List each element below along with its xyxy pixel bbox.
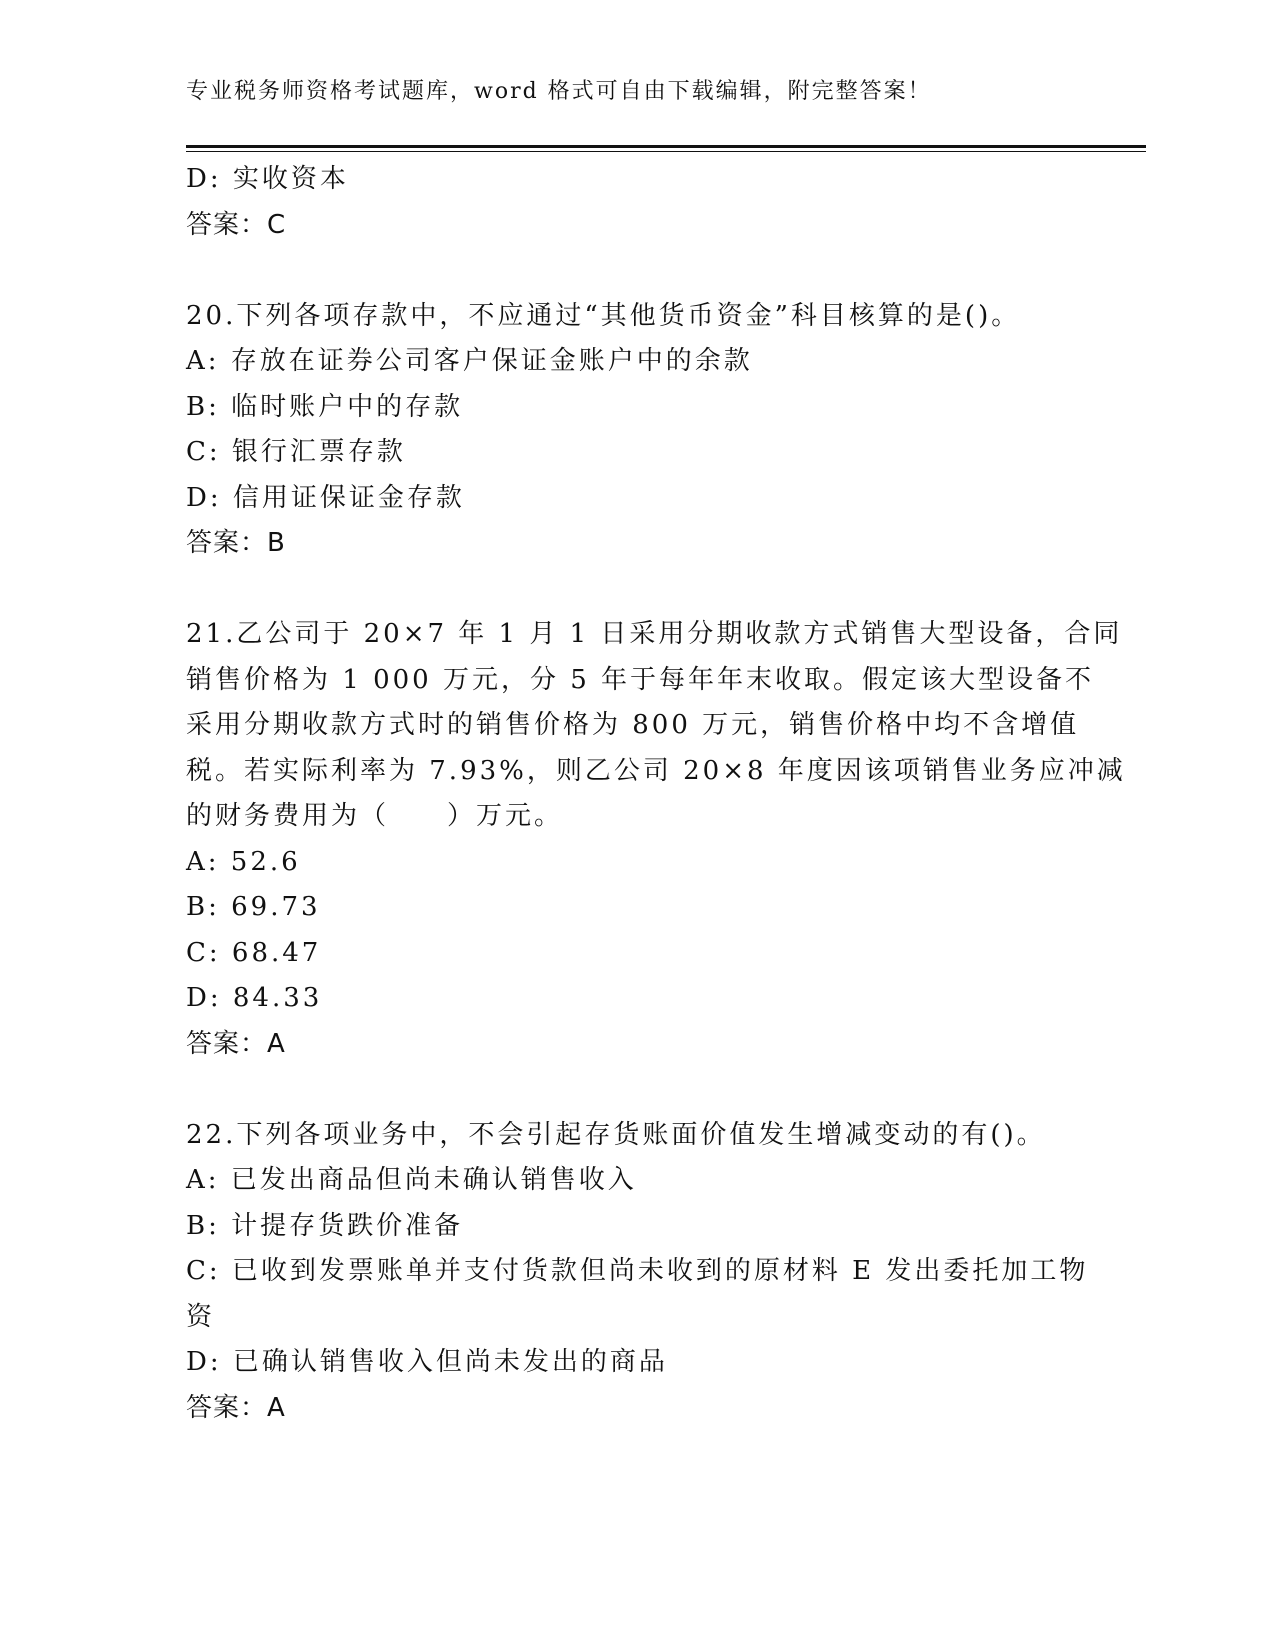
- question-21-option-d: D: 84.33: [186, 983, 323, 1013]
- question-20-stem: 20.下列各项存款中，不应通过“其他货币资金”科目核算的是()。: [186, 300, 1021, 331]
- question-22-answer: 答案：A: [186, 1392, 286, 1423]
- spacer: [186, 248, 1086, 294]
- question-20-answer: 答案：B: [186, 528, 286, 558]
- question-22-option-a: A: 已发出商品但尚未确认销售收入: [186, 1165, 637, 1195]
- question-22-stem: 22.下列各项业务中，不会引起存货账面价值发生增减变动的有()。: [186, 1119, 1046, 1150]
- page-header: 专业税务师资格考试题库，word 格式可自由下载编辑，附完整答案！: [186, 79, 932, 104]
- spacer: [186, 1067, 1086, 1113]
- question-21-option-c: C: 68.47: [186, 937, 322, 968]
- question-21-option-b: B: 69.73: [186, 892, 321, 922]
- question-22-option-d: D: 已确认销售收入但尚未发出的商品: [186, 1347, 668, 1377]
- spacer: [186, 567, 1086, 613]
- question-21-answer: 答案：A: [186, 1028, 286, 1059]
- question-22: [186, 1113, 1089, 1432]
- prev-option-d: D: 实收资本: [186, 164, 349, 194]
- question-20: [186, 294, 1086, 567]
- question-20-option-b: B: 临时账户中的存款: [186, 391, 464, 422]
- question-21-option-a: A: 52.6: [186, 846, 301, 877]
- header-rule-thick: [186, 145, 1146, 148]
- question-content: [186, 157, 1126, 1431]
- question-22-option-c-continued: 资: [186, 1301, 216, 1332]
- header-rule-thin: [186, 151, 1146, 152]
- question-20-option-c: C: 银行汇票存款: [186, 437, 406, 467]
- question-21: [186, 612, 1126, 1067]
- question-21-stem-line: 销售价格为 1 000 万元，分 5 年于每年年末收取。假定该大型设备不: [186, 664, 1095, 695]
- question-21-stem-line: 21.乙公司于 20×7 年 1 月 1 日采用分期收款方式销售大型设备，合同: [186, 619, 1123, 649]
- prev-answer: 答案：C: [186, 209, 287, 240]
- question-20-option-d: D: 信用证保证金存款: [186, 482, 465, 513]
- question-22-option-b: B: 计提存货跌价准备: [186, 1210, 464, 1241]
- question-21-stem-line: 的财务费用为（ ）万元。: [186, 801, 564, 831]
- question-21-stem-line: 税。若实际利率为 7.93%，则乙公司 20×8 年度因该项销售业务应冲减: [186, 755, 1126, 786]
- question-22-option-c: C: 已收到发票账单并支付货款但尚未收到的原材料 E 发出委托加工物: [186, 1256, 1089, 1286]
- question-21-stem-line: 采用分期收款方式时的销售价格为 800 万元，销售价格中均不含增值: [186, 710, 1080, 740]
- question-20-option-a: A: 存放在证券公司客户保证金账户中的余款: [186, 346, 753, 376]
